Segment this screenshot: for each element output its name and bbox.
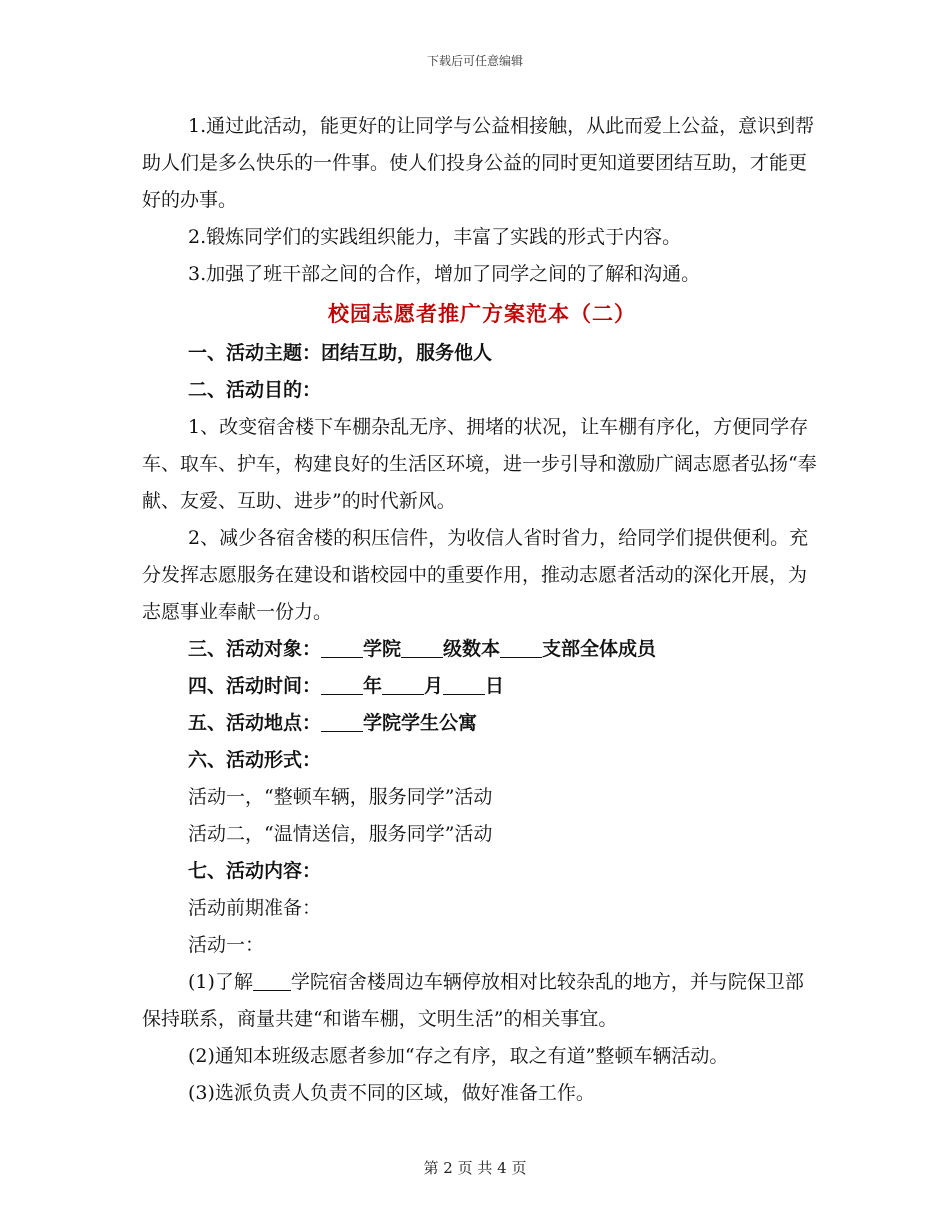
target-grade: 级数本: [443, 638, 501, 660]
blank-line: [382, 674, 424, 695]
blank-line: [401, 637, 443, 658]
page-header: 下载后可任意编辑: [426, 54, 523, 68]
page-footer: 第 2 页 共 4 页: [423, 1159, 527, 1177]
intro-paragraph-3: 3.加强了班干部之间的合作，增加了同学之间的了解和沟通。: [188, 263, 701, 285]
blank-line: [321, 637, 363, 658]
blank-line: [500, 637, 542, 658]
purpose-paragraph-1: 1、改变宿舍楼下车棚杂乱无序、拥堵的状况，让车棚有序化，方便同学存车、取车、护车，构建良好的生活区环境，进一步引导和激励广阔志愿者弘扬“奉献、友爱、互助、进步”的时代新风。: [142, 416, 817, 512]
location-value: 学院学生公寓: [363, 712, 478, 734]
heading-purpose: 二、活动目的：: [188, 379, 322, 401]
heading-content: 七、活动内容：: [188, 860, 322, 882]
time-prefix: 四、活动时间：: [188, 675, 322, 697]
intro-paragraph-2: 2.锻炼同学们的实践组织能力，丰富了实践的形式于内容。: [188, 226, 682, 248]
content-item-3: (3)选派负责人负责不同的区域，做好准备工作。: [188, 1082, 595, 1104]
heading-target: [142, 631, 822, 668]
purpose-paragraph-2: 2、减少各宿舍楼的积压信件，为收信人省时省力，给同学们提供便利。充分发挥志愿服务在建设和谐校园中的重要作用，推动志愿者活动的深化开展，为志愿事业奉献一份力。: [142, 527, 809, 623]
intro-paragraph-1: 1.通过此活动，能更好的让同学与公益相接触，从此而爱上公益，意识到帮助人们是多么快乐的一件事。使人们投身公益的同时更知道要团结互助，才能更好的办事。: [142, 115, 815, 211]
blank-line: [443, 674, 485, 695]
form-item-2: 活动二，“温情送信，服务同学”活动: [188, 823, 493, 845]
activity-one-label: 活动一：: [188, 934, 265, 956]
heading-location: [142, 705, 822, 742]
target-branch: 支部全体成员: [542, 638, 657, 660]
document-body: [142, 108, 822, 1112]
content-item-1: [142, 964, 822, 1038]
item1-rest: 学院宿舍楼周边车辆停放相对比较杂乱的地方，并与院保卫部保持联系，商量共建“和谐车棚，文明生活”的相关事宜。: [142, 971, 804, 1030]
section-title: 校园志愿者推广方案范本（二）: [328, 301, 636, 326]
heading-time: [142, 668, 822, 705]
blank-line: [321, 674, 363, 695]
blank-line: [321, 711, 363, 732]
prep-label: 活动前期准备：: [188, 897, 322, 919]
location-prefix: 五、活动地点：: [188, 712, 322, 734]
time-year: 年: [363, 675, 383, 697]
blank-line: [253, 970, 291, 991]
time-day: 日: [485, 675, 505, 697]
time-month: 月: [424, 675, 444, 697]
heading-form: 六、活动形式：: [188, 749, 322, 771]
target-college: 学院: [363, 638, 402, 660]
form-item-1: 活动一，“整顿车辆，服务同学”活动: [188, 786, 493, 808]
item1-prefix: (1)了解: [188, 971, 253, 993]
heading-theme: 一、活动主题：团结互助，服务他人: [188, 342, 493, 364]
content-item-2: (2)通知本班级志愿者参加“存之有序，取之有道”整顿车辆活动。: [188, 1045, 729, 1067]
target-prefix: 三、活动对象：: [188, 638, 322, 660]
